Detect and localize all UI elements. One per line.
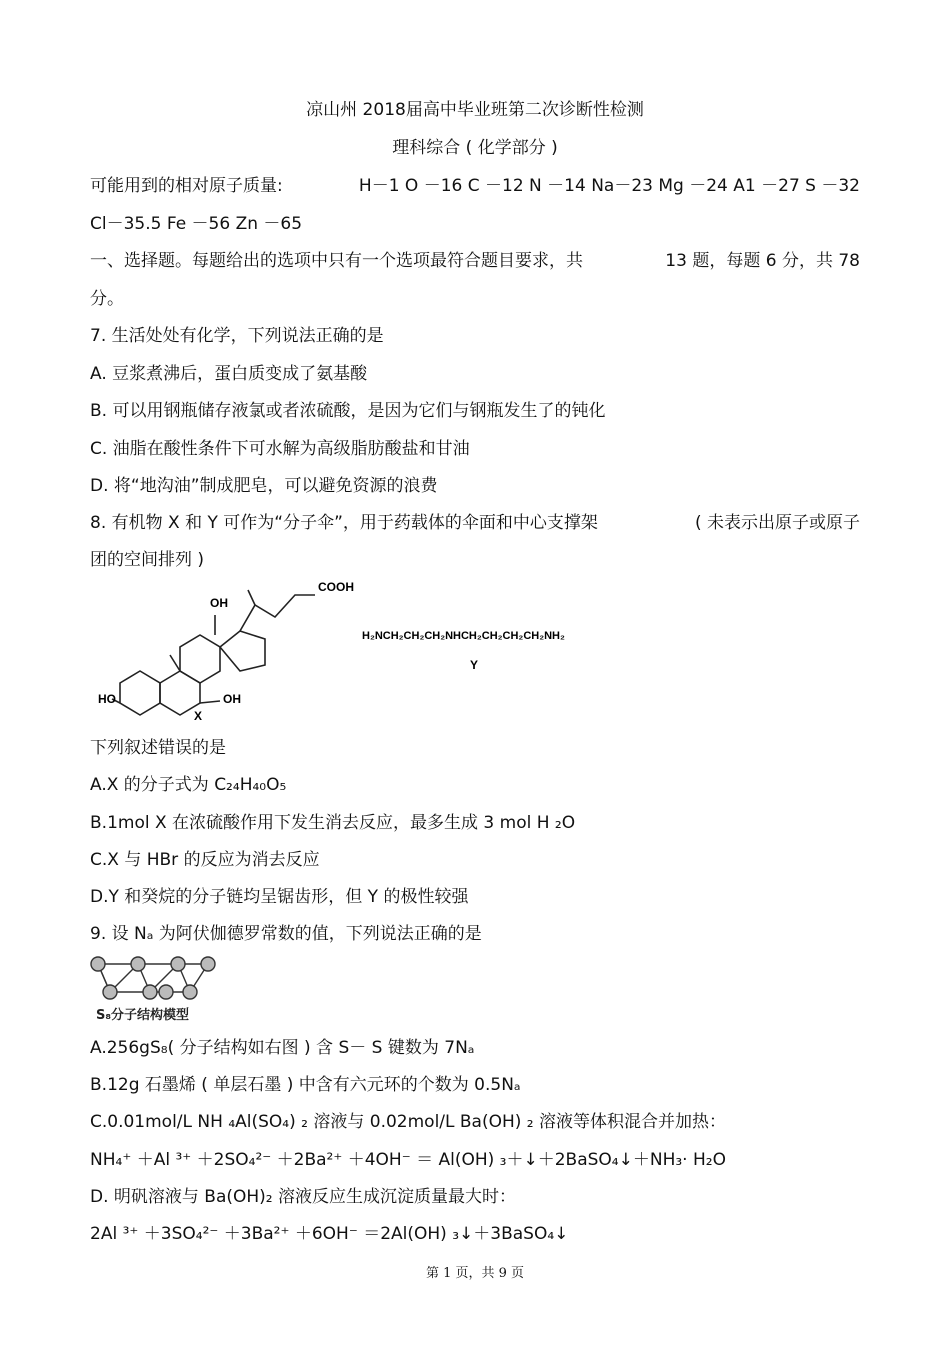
question-8-stem-note: ( 未表示出原子或原子 [694,513,860,533]
question-9-option-a: A.256gS₈( 分子结构如右图 ) 含 S－ S 键数为 7Nₐ [90,1038,475,1058]
molecule-figure [90,575,600,725]
question-8-option-c: C.X 与 HBr 的反应为消去反应 [90,850,320,870]
molecule-y-formula: H₂NCH₂CH₂CH₂NHCH₂CH₂CH₂CH₂NH₂ [362,630,565,642]
question-8-stem [90,512,860,534]
section-1-heading [90,250,860,272]
question-8-stem-cont: 团的空间排列 ) [90,550,205,570]
question-9-stem: 9. 设 Nₐ 为阿伏伽德罗常数的值，下列说法正确的是 [90,924,482,944]
question-8-option-a: A.X 的分子式为 C₂₄H₄₀O₅ [90,775,287,795]
question-7-option-c: C. 油脂在酸性条件下可水解为高级脂肪酸盐和甘油 [90,439,470,459]
side-chain [240,595,315,631]
question-7-option-a: A. 豆浆煮沸后，蛋白质变成了氨基酸 [90,364,368,384]
ring-d [220,631,265,671]
question-9-option-b: B.12g 石墨烯 ( 单层石墨 ) 中含有六元环的个数为 0.5Nₐ [90,1075,521,1095]
sulfur-atom [131,957,145,971]
question-7-stem: 7. 生活处处有化学，下列说法正确的是 [90,326,384,346]
document-subtitle: 理科综合 ( 化学部分 ) [392,138,558,158]
question-8-option-b: B.1mol X 在浓硫酸作用下发生消去反应，最多生成 3 mol H ₂O [90,813,576,833]
sulfur-atom [201,957,215,971]
ho-left-label: HO [98,692,116,706]
question-7-option-b: B. 可以用钢瓶储存液氯或者浓硫酸，是因为它们与钢瓶发生了的钝化 [90,401,606,421]
s8-model-figure [90,952,230,1024]
question-9-option-c: C.0.01mol/L NH ₄Al(SO₄) ₂ 溶液与 0.02mol/L Ba(OH) ₂ 溶液等体积混合并加热： [90,1112,727,1132]
atomic-masses-values: H－1 O －16 C －12 N －14 Na－23 Mg －24 A1 －27 S －32 [358,176,860,196]
ring-a [120,671,160,715]
sulfur-atom [91,957,105,971]
sulfur-atom [143,985,157,999]
oh-right-label: OH [223,692,241,706]
question-9-option-c-equation: NH₄⁺ ＋Al ³⁺ ＋2SO₄²⁻ ＋2Ba²⁺ ＋4OH⁻ ＝ Al(OH) ₃＋↓＋2BaSO₄↓＋NH₃· H₂O [90,1150,726,1170]
molecule-x-label: X [194,709,203,723]
atomic-masses-line-2: Cl－35.5 Fe －56 Zn －65 [90,214,303,234]
question-9-option-d-equation: 2Al ³⁺ ＋3SO₄²⁻ ＋3Ba²⁺ ＋6OH⁻ ＝2Al(OH) ₃↓＋3BaSO₄↓ [90,1224,569,1244]
question-8-option-d: D.Y 和癸烷的分子链均呈锯齿形，但 Y 的极性较强 [90,887,469,907]
oh-top-label: OH [210,596,228,610]
document-title: 凉山州 2018届高中毕业班第二次诊断性检测 [306,100,644,120]
sulfur-atom [103,985,117,999]
sulfur-atom [159,985,173,999]
question-7-option-d: D. 将“地沟油”制成肥皂，可以避免资源的浪费 [90,476,438,496]
sulfur-atom [171,957,185,971]
section-1-scoring: 13 题，每题 6 分，共 78 [665,251,860,271]
sulfur-atom [183,985,197,999]
cooh-label: COOH [318,580,354,594]
atomic-masses-line-1 [90,175,860,197]
ring-c [180,635,220,683]
atomic-masses-label: 可能用到的相对原子质量: [90,176,283,196]
molecule-y-label: Y [470,658,479,672]
question-8-stem-main: 8. 有机物 X 和 Y 可作为“分子伞”，用于药载体的伞面和中心支撑架 [90,513,598,533]
s8-model-caption: S₈分子结构模型 [96,1008,190,1023]
question-8-intro: 下列叙述错误的是 [90,738,226,758]
page-footer: 第 1 页，共 9 页 [425,1266,525,1281]
question-9-option-d: D. 明矾溶液与 Ba(OH)₂ 溶液反应生成沉淀质量最大时： [90,1187,517,1207]
section-1-instruction: 一、选择题。每题给出的选项中只有一个选项最符合题目要求，共 [90,251,583,271]
section-1-heading-cont: 分。 [90,289,124,309]
